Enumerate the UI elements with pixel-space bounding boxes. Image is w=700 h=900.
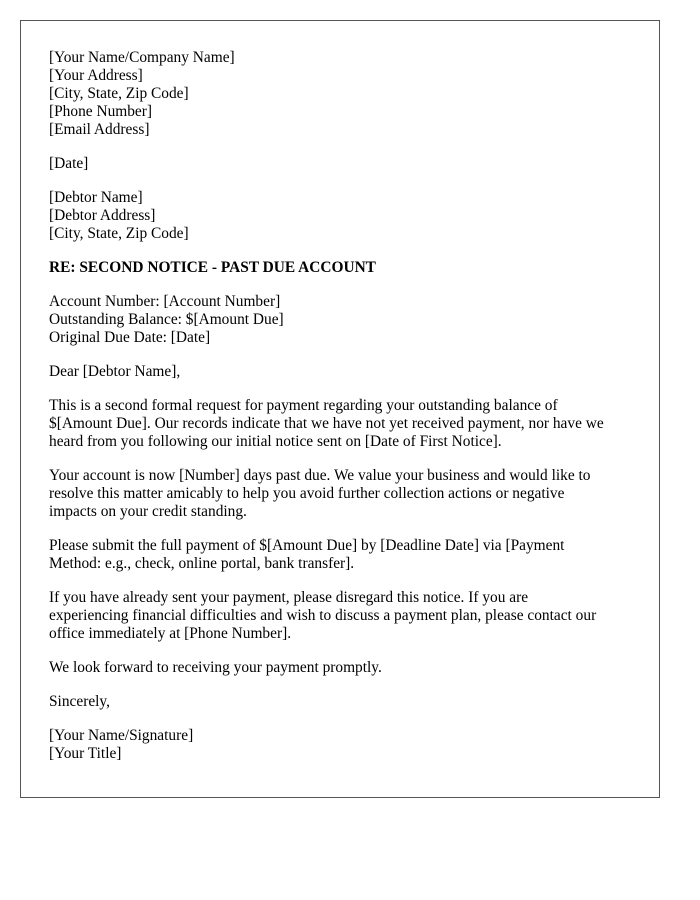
paragraph-line: Please submit the full payment of $[Amount Due] by [Deadline Date] via [Payment (49, 537, 565, 554)
outstanding-balance: Outstanding Balance: $[Amount Due] (49, 311, 284, 328)
signature-title: [Your Title] (49, 745, 122, 762)
letter-page (20, 20, 660, 798)
letter-date: [Date] (49, 155, 89, 172)
sender-email: [Email Address] (49, 121, 150, 138)
body-paragraph-4 (49, 589, 631, 643)
paragraph-line: We look forward to receiving your payment promptly. (49, 659, 382, 676)
paragraph-line: Method: e.g., check, online portal, bank transfer]. (49, 555, 355, 572)
paragraph-line: heard from you following our initial notice sent on [Date of First Notice]. (49, 433, 502, 450)
paragraph-line: impacts on your credit standing. (49, 503, 247, 520)
subject-line: RE: SECOND NOTICE - PAST DUE ACCOUNT (49, 259, 376, 276)
recipient-block (49, 189, 631, 243)
paragraph-line: Your account is now [Number] days past due. We value your business and would like to (49, 467, 591, 484)
sender-city-state-zip: [City, State, Zip Code] (49, 85, 189, 102)
body-paragraph-1 (49, 397, 631, 451)
sender-block (49, 49, 631, 139)
recipient-city-state-zip: [City, State, Zip Code] (49, 225, 189, 242)
paragraph-line: $[Amount Due]. Our records indicate that we have not yet received payment, nor have we (49, 415, 604, 432)
paragraph-line: resolve this matter amicably to help you avoid further collection actions or negative (49, 485, 565, 502)
paragraph-line: office immediately at [Phone Number]. (49, 625, 292, 642)
original-due-date: Original Due Date: [Date] (49, 329, 211, 346)
signature-block (49, 727, 631, 763)
sender-name: [Your Name/Company Name] (49, 49, 235, 66)
sender-phone: [Phone Number] (49, 103, 153, 120)
sender-address: [Your Address] (49, 67, 143, 84)
closing: Sincerely, (49, 693, 110, 710)
date-block (49, 155, 631, 173)
account-number: Account Number: [Account Number] (49, 293, 281, 310)
paragraph-line: This is a second formal request for payment regarding your outstanding balance of (49, 397, 558, 414)
signature-name: [Your Name/Signature] (49, 727, 194, 744)
paragraph-line: If you have already sent your payment, please disregard this notice. If you are (49, 589, 529, 606)
body-paragraph-3 (49, 537, 631, 573)
paragraph-line: experiencing financial difficulties and wish to discuss a payment plan, please contact our (49, 607, 597, 624)
body-paragraph-2 (49, 467, 631, 521)
subject-block (49, 259, 631, 277)
recipient-name: [Debtor Name] (49, 189, 143, 206)
body-paragraph-5 (49, 659, 631, 677)
recipient-address: [Debtor Address] (49, 207, 156, 224)
salutation: Dear [Debtor Name], (49, 363, 181, 380)
account-block (49, 293, 631, 347)
closing-block (49, 693, 631, 711)
salutation-block (49, 363, 631, 381)
